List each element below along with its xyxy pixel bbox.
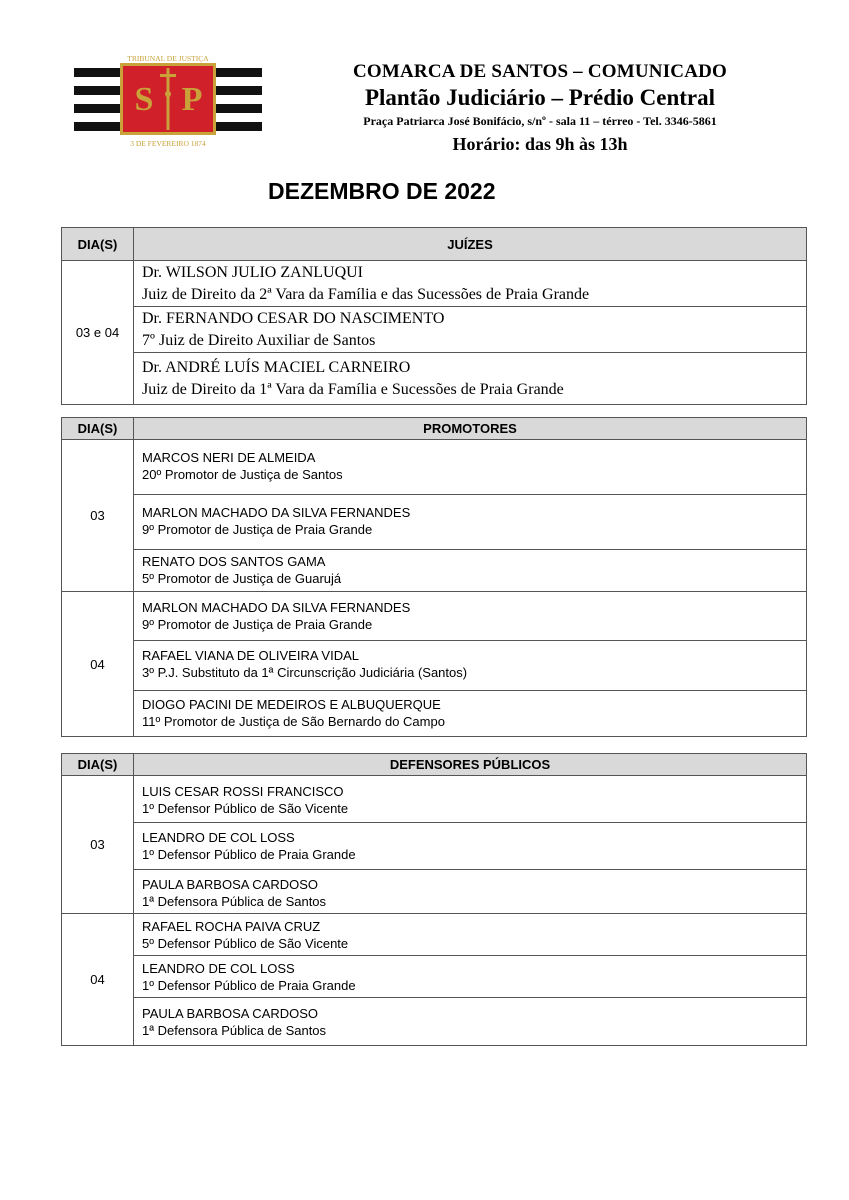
table-row xyxy=(62,776,807,823)
promotor-role: 5º Promotor de Justiça de Guarujá xyxy=(142,571,342,586)
judge-entry xyxy=(134,353,807,405)
defensor-entry xyxy=(134,914,807,956)
col-header-defensores: DEFENSORES PÚBLICOS xyxy=(134,754,807,776)
tjsp-logo xyxy=(74,54,262,150)
table-row xyxy=(62,592,807,641)
promotor-role: 9º Promotor de Justiça de Praia Grande xyxy=(142,522,373,537)
day-cell: 03 xyxy=(62,440,134,592)
defensor-name: LEANDRO DE COL LOSS xyxy=(142,830,295,845)
logo-sword-icon xyxy=(167,68,170,130)
promotor-name: MARCOS NERI DE ALMEIDA xyxy=(142,450,316,465)
promotor-entry xyxy=(134,592,807,641)
logo-letter-s: S xyxy=(134,81,154,118)
judge-entry xyxy=(134,261,807,307)
promotor-entry xyxy=(134,641,807,691)
logo-letter-p: P xyxy=(181,81,203,118)
table-row xyxy=(62,914,807,956)
col-header-promotores: PROMOTORES xyxy=(134,418,807,440)
defensor-name: LUIS CESAR ROSSI FRANCISCO xyxy=(142,784,344,799)
header-hours: Horário: das 9h às 13h xyxy=(452,134,628,154)
logo-bottom-text: 3 DE FEVEREIRO 1874 xyxy=(130,139,206,148)
judge-role: 7º Juiz de Direito Auxiliar de Santos xyxy=(142,332,376,349)
page-title: DEZEMBRO DE 2022 xyxy=(268,178,496,204)
header-address: Praça Patriarca José Bonifácio, s/nº - sala 11 – térreo - Tel. 3346-5861 xyxy=(363,114,717,128)
promotor-name: DIOGO PACINI DE MEDEIROS E ALBUQUERQUE xyxy=(142,697,441,712)
defensor-entry xyxy=(134,998,807,1046)
defensores-table xyxy=(61,753,807,1046)
day-cell: 03 e 04 xyxy=(62,261,134,405)
table-row xyxy=(62,691,807,737)
day-cell: 03 xyxy=(62,776,134,914)
defensor-entry xyxy=(134,956,807,998)
judge-name: Dr. FERNANDO CESAR DO NASCIMENTO xyxy=(142,310,445,327)
promotores-table xyxy=(61,417,807,737)
day-cell: 04 xyxy=(62,592,134,737)
defensor-role: 1º Defensor Público de São Vicente xyxy=(142,801,349,816)
table-row xyxy=(62,998,807,1046)
table-row xyxy=(62,495,807,550)
table-row xyxy=(62,956,807,998)
defensor-name: RAFAEL ROCHA PAIVA CRUZ xyxy=(142,919,321,934)
table-header-row xyxy=(62,228,807,261)
defensor-name: LEANDRO DE COL LOSS xyxy=(142,961,295,976)
table-row xyxy=(62,550,807,592)
judge-name: Dr. WILSON JULIO ZANLUQUI xyxy=(142,264,364,281)
judge-name: Dr. ANDRÉ LUÍS MACIEL CARNEIRO xyxy=(142,359,411,376)
defensor-role: 1º Defensor Público de Praia Grande xyxy=(142,847,356,862)
table-row xyxy=(62,870,807,914)
col-header-judges: JUÍZES xyxy=(134,228,807,261)
promotor-role: 20º Promotor de Justiça de Santos xyxy=(142,467,343,482)
col-header-days: DIA(S) xyxy=(62,754,134,776)
logo-sword-guard xyxy=(160,74,176,77)
judge-role: Juiz de Direito da 2ª Vara da Família e das Sucessões de Praia Grande xyxy=(142,286,590,303)
promotor-entry xyxy=(134,495,807,550)
col-header-days: DIA(S) xyxy=(62,228,134,261)
table-header-row xyxy=(62,754,807,776)
table-row xyxy=(62,823,807,870)
defensor-role: 1ª Defensora Pública de Santos xyxy=(142,894,327,909)
promotor-name: MARLON MACHADO DA SILVA FERNANDES xyxy=(142,600,411,615)
logo-scales-icon xyxy=(165,91,171,97)
table-row xyxy=(62,261,807,307)
logo-top-text: TRIBUNAL DE JUSTIÇA xyxy=(127,54,209,63)
defensor-entry xyxy=(134,823,807,870)
promotor-name: MARLON MACHADO DA SILVA FERNANDES xyxy=(142,505,411,520)
judge-entry xyxy=(134,307,807,353)
promotor-role: 3º P.J. Substituto da 1ª Circunscrição Judiciária (Santos) xyxy=(142,665,468,680)
promotor-role: 11º Promotor de Justiça de São Bernardo do Campo xyxy=(142,714,445,729)
header-plantao: Plantão Judiciário – Prédio Central xyxy=(364,85,716,110)
defensor-entry xyxy=(134,870,807,914)
header-comarca: COMARCA DE SANTOS – COMUNICADO xyxy=(352,61,728,82)
header-block xyxy=(300,60,780,156)
defensor-role: 1º Defensor Público de Praia Grande xyxy=(142,978,356,993)
col-header-days: DIA(S) xyxy=(62,418,134,440)
defensor-name: PAULA BARBOSA CARDOSO xyxy=(142,1006,319,1021)
table-row xyxy=(62,440,807,495)
promotor-entry xyxy=(134,691,807,737)
promotor-entry xyxy=(134,550,807,592)
table-header-row xyxy=(62,418,807,440)
table-row xyxy=(62,353,807,405)
promotor-name: RAFAEL VIANA DE OLIVEIRA VIDAL xyxy=(142,648,359,663)
table-row xyxy=(62,641,807,691)
judges-table xyxy=(61,227,807,405)
promotor-role: 9º Promotor de Justiça de Praia Grande xyxy=(142,617,373,632)
table-row xyxy=(62,307,807,353)
defensor-role: 1ª Defensora Pública de Santos xyxy=(142,1023,327,1038)
promotor-name: RENATO DOS SANTOS GAMA xyxy=(142,554,326,569)
defensor-role: 5º Defensor Público de São Vicente xyxy=(142,936,349,951)
judge-role: Juiz de Direito da 1ª Vara da Família e Sucessões de Praia Grande xyxy=(142,381,564,398)
defensor-name: PAULA BARBOSA CARDOSO xyxy=(142,877,319,892)
promotor-entry xyxy=(134,440,807,495)
day-cell: 04 xyxy=(62,914,134,1046)
defensor-entry xyxy=(134,776,807,823)
